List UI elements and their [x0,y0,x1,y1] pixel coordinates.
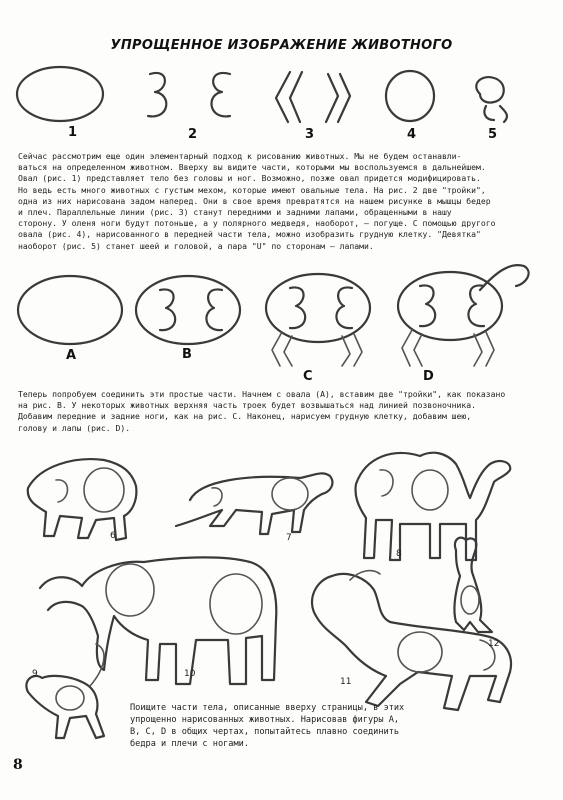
figure-label-2: 2 [188,127,198,142]
figure-label-6: 6 [110,531,116,541]
page-title: УПРОЩЕННОЕ ИЗОБРАЖЕНИЕ ЖИВОТНОГО [110,38,453,53]
kangaroo-sketch [454,538,492,632]
monkey-sketch [26,644,104,738]
camel-sketch [355,453,510,560]
shape-small-oval [386,71,434,121]
basic-shapes-figure [0,60,563,150]
figure-label-4: 4 [407,127,417,142]
cat-sketch [176,473,332,534]
figure-label-8: 8 [396,549,402,559]
shape-parallel-lines [276,72,302,122]
step-b-oval [136,276,240,344]
horse-sketch [312,571,511,710]
figure-label-d: D [423,369,434,384]
paragraph-intro: Сейчас рассмотрим еще один элементарный подход к рисованию животных. Мы не будем останавли- ваться на определенном животном. Вверху вы видите части, которыми мы воспользуемся в дальнейшем. Овал (рис. 1) представляет тело без головы и ног. Возможно, позже овал придется модифицировать. Но ведь есть много животных с густым мехом, которые имеют овальные тела. На рис. 2 две "тройки", одна из них нарисована задом наперед. Они в свое время превратятся на нашем рисунке в мышцы бедер и плеч. Параллельные линии (рис. 3) станут передними и задними лапами, обращенными в нашу сторону. У оленя ноги будут потоньше, а у полярного медведя, наоборот, — погуще. С помощью другого овала (рис. 4), нарисованного в передней части тела, можно изобразить грудную клетку. "Девятка" наоборот (рис. 5) станет шеей и головой, а пара "U" по сторонам — лапами. [18,151,496,251]
shape-reversed-nine [476,77,503,102]
figure-label-3: 3 [305,127,315,142]
page-number: 8 [13,757,23,773]
figure-label-a: A [66,348,77,363]
figure-label-9: 9 [32,669,38,679]
figure-label-12: 12 [488,639,500,649]
step-a-oval [18,276,122,344]
paragraph-combine: Теперь попробуем соединить эти простые части. Начнем с овала (А), вставим две "тройки", как показано на рис. В. У некоторых животных верхняя часть троек будет возвышаться над линией позвоночника. Добавим передние и задние ноги, как на рис. С. Наконец, нарисуем грудную клетку, добавим шею, голову и лапы (рис. D). [18,389,506,433]
figure-label-1: 1 [68,125,78,140]
combination-figure [0,262,563,387]
figure-label-7: 7 [286,533,292,543]
shape-oval [17,67,103,121]
figure-label-5: 5 [488,127,498,142]
paragraph-exercise: Поищите части тела, описанные вверху страницы, в этих упрощенно нарисованных животных. Нарисовав фигуры А, В, С, D в общих чертах, попытайтесь плавно соединить бедра и плечи с ногами. [130,703,405,749]
shape-threes [148,73,166,116]
figure-label-b: B [182,347,192,362]
figure-label-11: 11 [340,677,352,687]
figure-label-10: 10 [184,669,196,679]
elephant-sketch [40,557,276,684]
figure-label-c: C [303,369,313,384]
bear-sketch [28,459,137,540]
